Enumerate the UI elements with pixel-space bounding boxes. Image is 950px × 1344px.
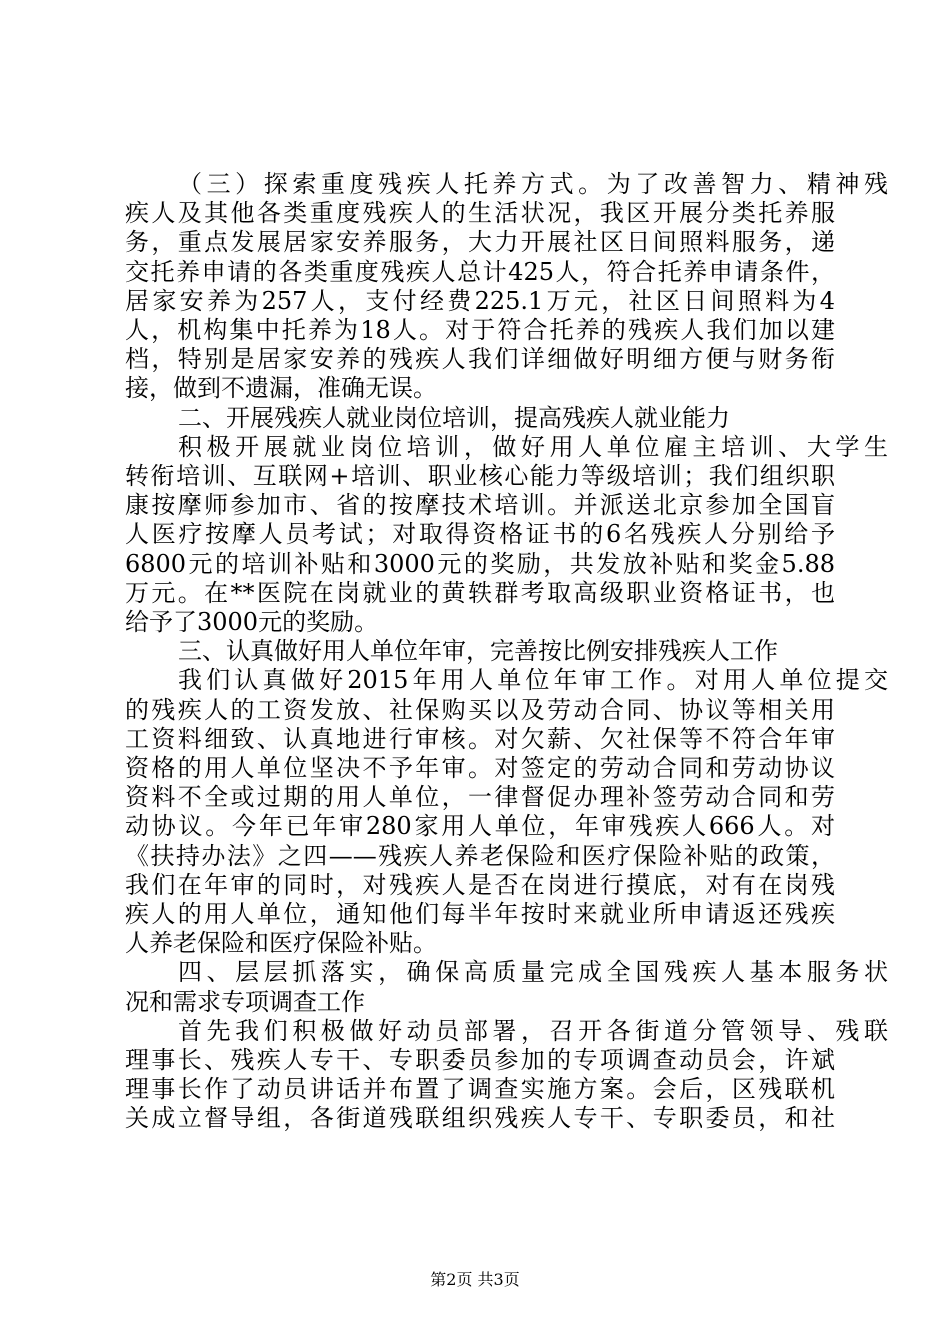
section-heading: 四、层层抓落实，确保高质量完成全国残疾人基本服务状 [178,958,888,987]
text-line: 居家安养为257人，支付经费225.1万元，社区日间照料为4 [125,286,835,315]
text-line: 理事长、残疾人专干、专职委员参加的专项调查动员会，许斌 [125,1046,835,1074]
text-line: 人，机构集中托养为18人。对于符合托养的残疾人我们加以建 [125,316,835,344]
text-line: 康按摩师参加市、省的按摩技术培训。并派送北京参加全国盲 [125,491,835,520]
text-line: 转衔培训、互联网+培训、职业核心能力等级培训；我们组织职 [125,462,835,490]
text-line: 疾人的用人单位，通知他们每半年按时来就业所申请返还残疾 [125,900,835,928]
text-line: 首先我们积极做好动员部署，召开各街道分管领导、残联 [178,1016,888,1045]
text-line: 档，特别是居家安养的残疾人我们详细做好明细方便与财务衔 [125,345,835,374]
text-line: 动协议。今年已年审280家用人单位，年审残疾人666人。对 [125,812,835,841]
text-line: 我们认真做好2015年用人单位年审工作。对用人单位提交 [178,666,888,695]
text-line: 资格的用人单位坚决不予年审。对签定的劳动合同和劳动协议 [125,754,835,782]
text-line: 人养老保险和医疗保险补贴。 [125,929,437,958]
page-footer: 第2页 共3页 [430,1270,520,1289]
text-line: 给予了3000元的奖励。 [125,608,379,636]
text-line: 关成立督导组，各街道残联组织残疾人专干、专职委员，和社 [125,1104,835,1133]
section-heading: 三、认真做好用人单位年审，完善按比例安排残疾人工作 [178,637,778,666]
text-line: 6800元的培训补贴和3000元的奖励，共发放补贴和奖金5.88 [125,549,835,578]
text-line: 交托养申请的各类重度残疾人总计425人，符合托养申请条件， [125,257,835,286]
text-line: 我们在年审的同时，对残疾人是否在岗进行摸底，对有在岗残 [125,870,835,899]
text-line: 工资料细致、认真地进行审核。对欠薪、欠社保等不符合年审 [125,724,835,753]
text-line: 理事长作了动员讲话并布置了调查实施方案。会后，区残联机 [125,1075,835,1104]
section-heading: 况和需求专项调查工作 [125,987,365,1016]
text-line: 人医疗按摩人员考试；对取得资格证书的6名残疾人分别给予 [125,520,835,549]
text-line: 积极开展就业岗位培训，做好用人单位雇主培训、大学生 [178,432,888,461]
text-line: 疾人及其他各类重度残疾人的生活状况，我区开展分类托养服 [125,199,835,228]
text-line: 万元。在**医院在岗就业的黄轶群考取高级职业资格证书，也 [125,578,835,607]
text-line: 资料不全或过期的用人单位，一律督促办理补签劳动合同和劳 [125,783,835,812]
section-heading: 二、开展残疾人就业岗位培训，提高残疾人就业能力 [178,403,730,432]
text-line: 的残疾人的工资发放、社保购买以及劳动合同、协议等相关用 [125,695,835,724]
text-line: 接，做到不遗漏，准确无误。 [125,374,437,403]
text-line: （三）探索重度残疾人托养方式。为了改善智力、精神残 [178,170,888,198]
text-line: 《扶持办法》之四——残疾人养老保险和医疗保险补贴的政策， [125,841,835,870]
text-line: 务，重点发展居家安养服务，大力开展社区日间照料服务，递 [125,228,835,257]
